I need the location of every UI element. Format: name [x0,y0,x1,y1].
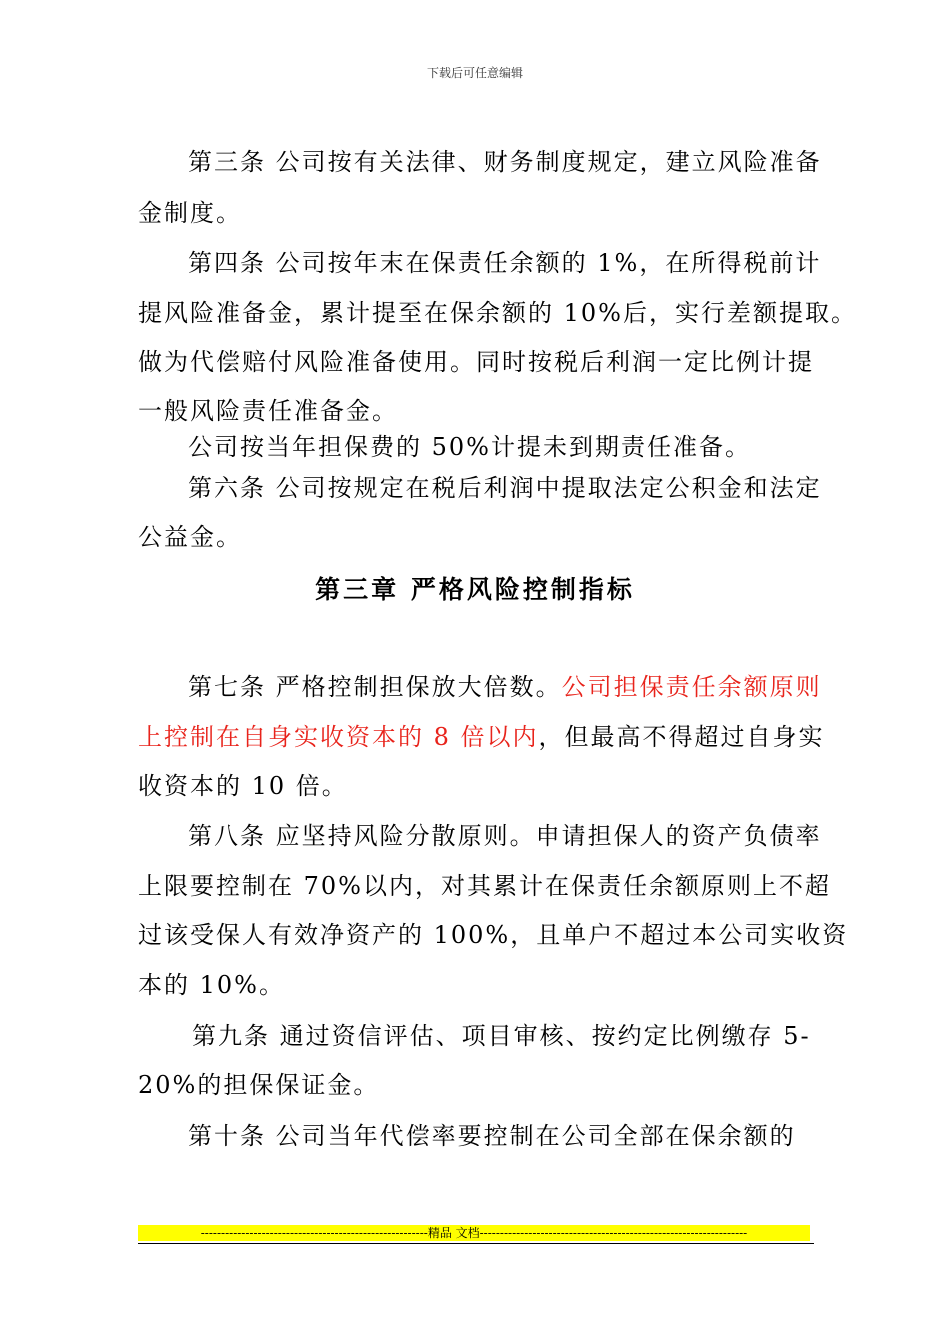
footer-divider [138,1243,814,1244]
page-header: 下载后可任意编辑 [426,66,523,80]
article-7-line-1 [188,672,822,702]
article-7-line-1-black: 第七条 严格控制担保放大倍数。 [188,673,562,701]
article-4-line-2: 提风险准备金，累计提至在保余额的 10%后，实行差额提取。 [138,299,857,327]
article-9-line-1: 第九条 通过资信评估、项目审核、按约定比例缴存 5- [192,1022,811,1050]
article-3-line-2: 金制度。 [138,199,242,227]
chapter-title: 第三章 严格风险控制指标 [315,575,635,604]
article-7-line-3: 收资本的 10 倍。 [138,772,348,800]
article-4-line-3: 做为代偿赔付风险准备使用。同时按税后利润一定比例计提 [138,348,814,376]
article-7-line-2 [138,722,825,752]
article-4-line-1: 第四条 公司按年末在保责任余额的 1%，在所得税前计 [188,249,822,277]
article-4-line-4: 一般风险责任准备金。 [138,397,398,425]
article-6-line-2: 公益金。 [138,523,242,551]
article-9-line-2: 20%的担保保证金。 [138,1071,380,1099]
guarantee-fee-line: 公司按当年担保费的 50%计提未到期责任准备。 [188,433,751,461]
article-8-line-1: 第八条 应坚持风险分散原则。申请担保人的资产负债率 [188,822,822,850]
article-8-line-2: 上限要控制在 70%以内，对其累计在保责任余额原则上不超 [138,872,831,900]
article-7-line-2-black: ，但最高不得超过自身实 [538,723,825,751]
article-3-line-1: 第三条 公司按有关法律、财务制度规定，建立风险准备 [188,148,822,176]
article-7-line-1-red: 公司担保责任余额原则 [561,673,822,701]
article-10-line-1: 第十条 公司当年代偿率要控制在公司全部在保余额的 [188,1122,796,1150]
article-6-line-1: 第六条 公司按规定在税后利润中提取法定公积金和法定 [188,474,822,502]
article-8-line-3: 过该受保人有效净资产的 100%，且单户不超过本公司实收资 [138,921,849,949]
article-7-line-2-red: 上控制在自身实收资本的 8 倍以内 [138,723,539,751]
article-8-line-4: 本的 10%。 [138,971,285,999]
footer-watermark: --------------------------------------------------------精品 文档------------------------------------------------------------------ [138,1225,810,1241]
